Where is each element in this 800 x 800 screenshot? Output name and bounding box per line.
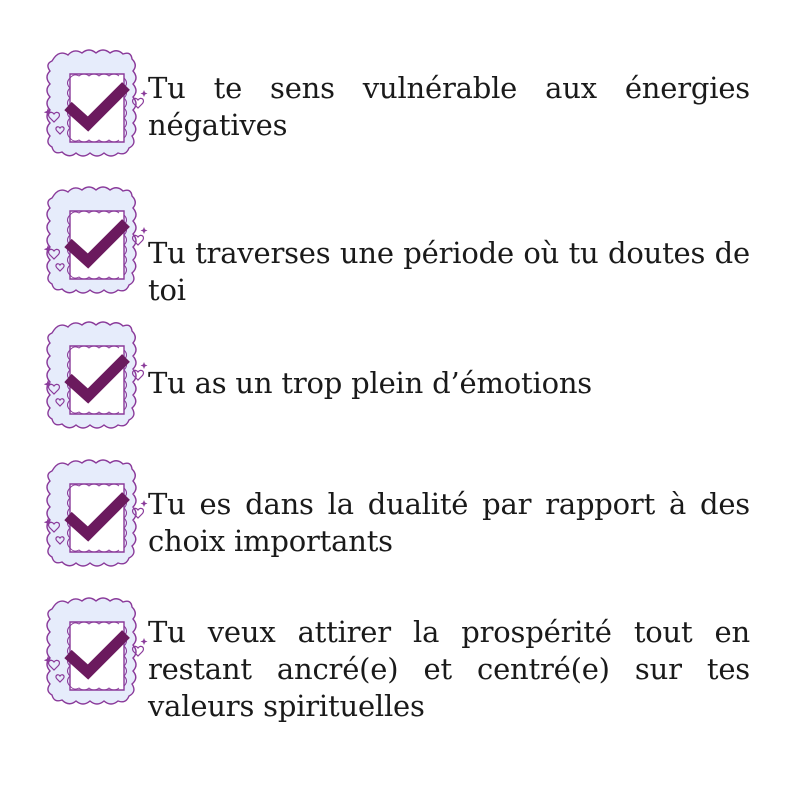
checklist-item [40,596,750,723]
checkbox-check-icon [40,48,150,166]
checklist-item-text: Tu traverses une période où tu doutes de toi [148,236,750,307]
checklist-item [40,320,750,440]
checklist-item-text: Tu as un trop plein d’émotions [148,366,592,400]
checklist-item-text: Tu te sens vulnérable aux énergies négatives [148,71,750,142]
checkbox-check-icon [40,185,150,303]
checklist-item-text: Tu es dans la dualité par rapport à des choix importants [148,487,750,558]
checklist-item [40,185,750,305]
checkbox-check-icon [40,320,150,438]
checkbox-check-icon [40,596,150,714]
checklist-item [40,458,750,578]
checklist-item [40,48,750,168]
checkbox-check-icon [40,458,150,576]
checklist-item-text: Tu veux attirer la prospérité tout en restant ancré(e) et centré(e) sur tes valeurs spirituelles [148,615,750,723]
